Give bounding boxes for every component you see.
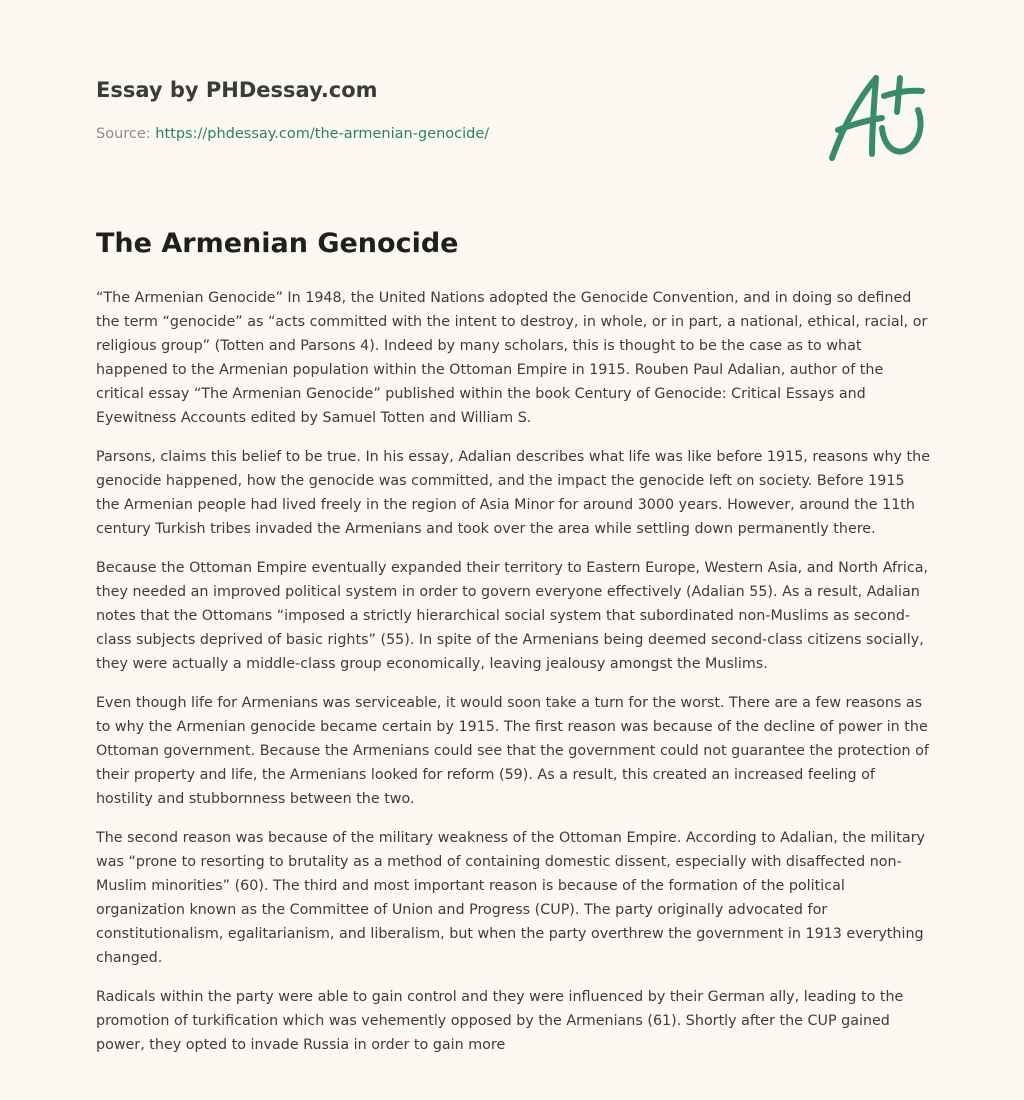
essay-title: The Armenian Genocide: [96, 228, 459, 259]
source-link[interactable]: https://phdessay.com/the-armenian-genocide/: [155, 126, 490, 142]
source-line: [96, 124, 489, 144]
brand-title: Essay by PHDessay.com: [96, 78, 378, 102]
essay-paragraph: Parsons, claims this belief to be true. In his essay, Adalian describes what life was like before 1915, reasons why the genocide happened, how the genocide was committed, and the impact the genocide left on society. Before 1915 the Armenian people had lived freely in the region of Asia Minor for around 3000 years. However, around the 11th century Turkish tribes invaded the Armenians and took over the area while settling down permanently there.: [96, 449, 930, 537]
source-label: Source:: [96, 126, 156, 142]
essay-body: [96, 286, 932, 1072]
essay-paragraph: Radicals within the party were able to gain control and they were influenced by their German ally, leading to the promotion of turkification which was vehemently opposed by the Armenians (61). Shortly after the CUP gained power, they opted to invade Russia in order to gain more: [96, 989, 904, 1053]
essay-paragraph: Because the Ottoman Empire eventually expanded their territory to Eastern Europe, Western Asia, and North Africa, they needed an improved political system in order to govern everyone effectively (Adalian 55). As a result, Adalian notes that the Ottomans “imposed a strictly hierarchical social system that subordinated non-Muslims as second-class subjects deprived of basic rights” (55). In spite of the Armenians being deemed second-class citizens socially, they were actually a middle-class group economically, leaving jealousy amongst the Muslims.: [96, 560, 929, 672]
page-header: [96, 76, 928, 176]
essay-paragraph: The second reason was because of the military weakness of the Ottoman Empire. According to Adalian, the military was “prone to resorting to brutality as a method of containing domestic dissent, especially with disaffected non-Muslim minorities” (60). The third and most important reason is because of the formation of the political organization known as the Committee of Union and Progress (CUP). The party originally advocated for constitutionalism, egalitarianism, and liberalism, but when the party overthrew the government in 1913 everything changed.: [96, 830, 925, 966]
essay-paragraph: Even though life for Armenians was serviceable, it would soon take a turn for the worst. There are a few reasons as to why the Armenian genocide became certain by 1915. The first reason was because of the decline of power in the Ottoman government. Because the Armenians could see that the government could not guarantee the protection of their property and life, the Armenians looked for reform (59). As a result, this created an increased feeling of hostility and stubbornness between the two.: [96, 695, 929, 807]
essay-paragraph: “The Armenian Genocide” In 1948, the United Nations adopted the Genocide Convention, and in doing so defined the term “genocide” as “acts committed with the intent to destroy, in whole, or in part, a national, ethical, racial, or religious group” (Totten and Parsons 4). Indeed by many scholars, this is thought to be the case as to what happened to the Armenian population within the Ottoman Empire in 1915. Rouben Paul Adalian, author of the critical essay “The Armenian Genocide” published within the book Century of Genocide: Critical Essays and Eyewitness Accounts edited by Samuel Totten and William S.: [96, 290, 928, 426]
a-plus-logo-icon: [826, 68, 928, 164]
